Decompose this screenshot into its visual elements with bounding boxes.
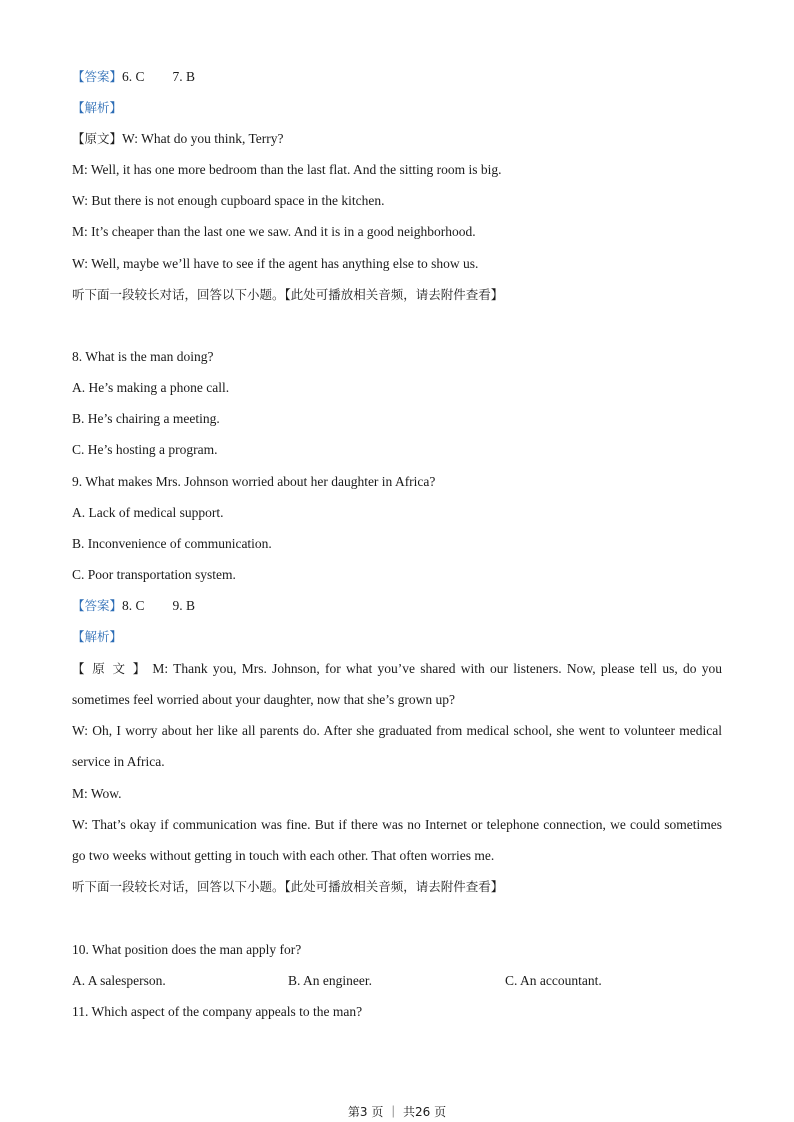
page-footer: 第3 页 ｜ 共26 页 (347, 1105, 447, 1119)
answer-7: 7. B (172, 69, 196, 84)
analysis-tag: 【解析】 (72, 100, 123, 115)
answer-8: 8. C (122, 598, 145, 613)
question-10-option-c: C. An accountant. (505, 973, 602, 988)
dialogue-text: W: What do you think, Terry? (122, 131, 284, 146)
question-9-option-b: B. Inconvenience of communication. (72, 536, 272, 551)
analysis-tag: 【解析】 (72, 629, 123, 644)
dialogue-line: W: That’s okay if communication was fine. But if there was no Internet or telephone connection, we could sometimes (72, 817, 722, 832)
question-10-option-b: B. An engineer. (288, 973, 372, 988)
answer-line-6-7 (72, 68, 195, 86)
listening-instruction: 听下面一段较长对话，回答以下小题。【此处可播放相关音频，请去附件查看】 (72, 879, 504, 894)
question-8-option-b: B. He’s chairing a meeting. (72, 411, 220, 426)
answer-tag: 【答案】 (72, 598, 123, 613)
transcript-line (72, 130, 284, 148)
dialogue-line: M: Wow. (72, 786, 122, 801)
dialogue-line: W: But there is not enough cupboard space in the kitchen. (72, 193, 385, 208)
dialogue-line: go two weeks without getting in touch with each other. That often worries me. (72, 848, 495, 863)
question-9-option-c: C. Poor transportation system. (72, 567, 236, 582)
dialogue-line: M: It’s cheaper than the last one we saw. And it is in a good neighborhood. (72, 224, 476, 239)
transcript-tag: 【 原 文 】 (72, 661, 148, 676)
listening-instruction: 听下面一段较长对话，回答以下小题。【此处可播放相关音频，请去附件查看】 (72, 287, 504, 302)
answer-line-8-9 (72, 597, 195, 615)
dialogue-line: service in Africa. (72, 754, 165, 769)
dialogue-line: W: Well, maybe we’ll have to see if the agent has anything else to show us. (72, 256, 479, 271)
question-10-stem: 10. What position does the man apply for? (72, 942, 302, 957)
dialogue-line: W: Oh, I worry about her like all parents do. After she graduated from medical school, she went to volunteer medical (72, 723, 722, 738)
question-9-option-a: A. Lack of medical support. (72, 505, 224, 520)
answer-tag: 【答案】 (72, 69, 123, 84)
transcript-tag: 【原文】 (72, 131, 123, 146)
question-8-stem: 8. What is the man doing? (72, 349, 214, 364)
answer-9: 9. B (172, 598, 196, 613)
question-8-option-c: C. He’s hosting a program. (72, 442, 218, 457)
question-10-option-a: A. A salesperson. (72, 973, 166, 988)
question-9-stem: 9. What makes Mrs. Johnson worried about her daughter in Africa? (72, 474, 436, 489)
dialogue-line: M: Well, it has one more bedroom than the last flat. And the sitting room is big. (72, 162, 502, 177)
question-11-stem: 11. Which aspect of the company appeals to the man? (72, 1004, 363, 1019)
question-8-option-a: A. He’s making a phone call. (72, 380, 230, 395)
transcript-line (72, 660, 722, 678)
dialogue-text: M: Thank you, Mrs. Johnson, for what you’ve shared with our listeners. Now, please tell us, do you (152, 661, 723, 676)
dialogue-line: sometimes feel worried about your daughter, now that she’s grown up? (72, 692, 455, 707)
answer-6: 6. C (122, 69, 145, 84)
